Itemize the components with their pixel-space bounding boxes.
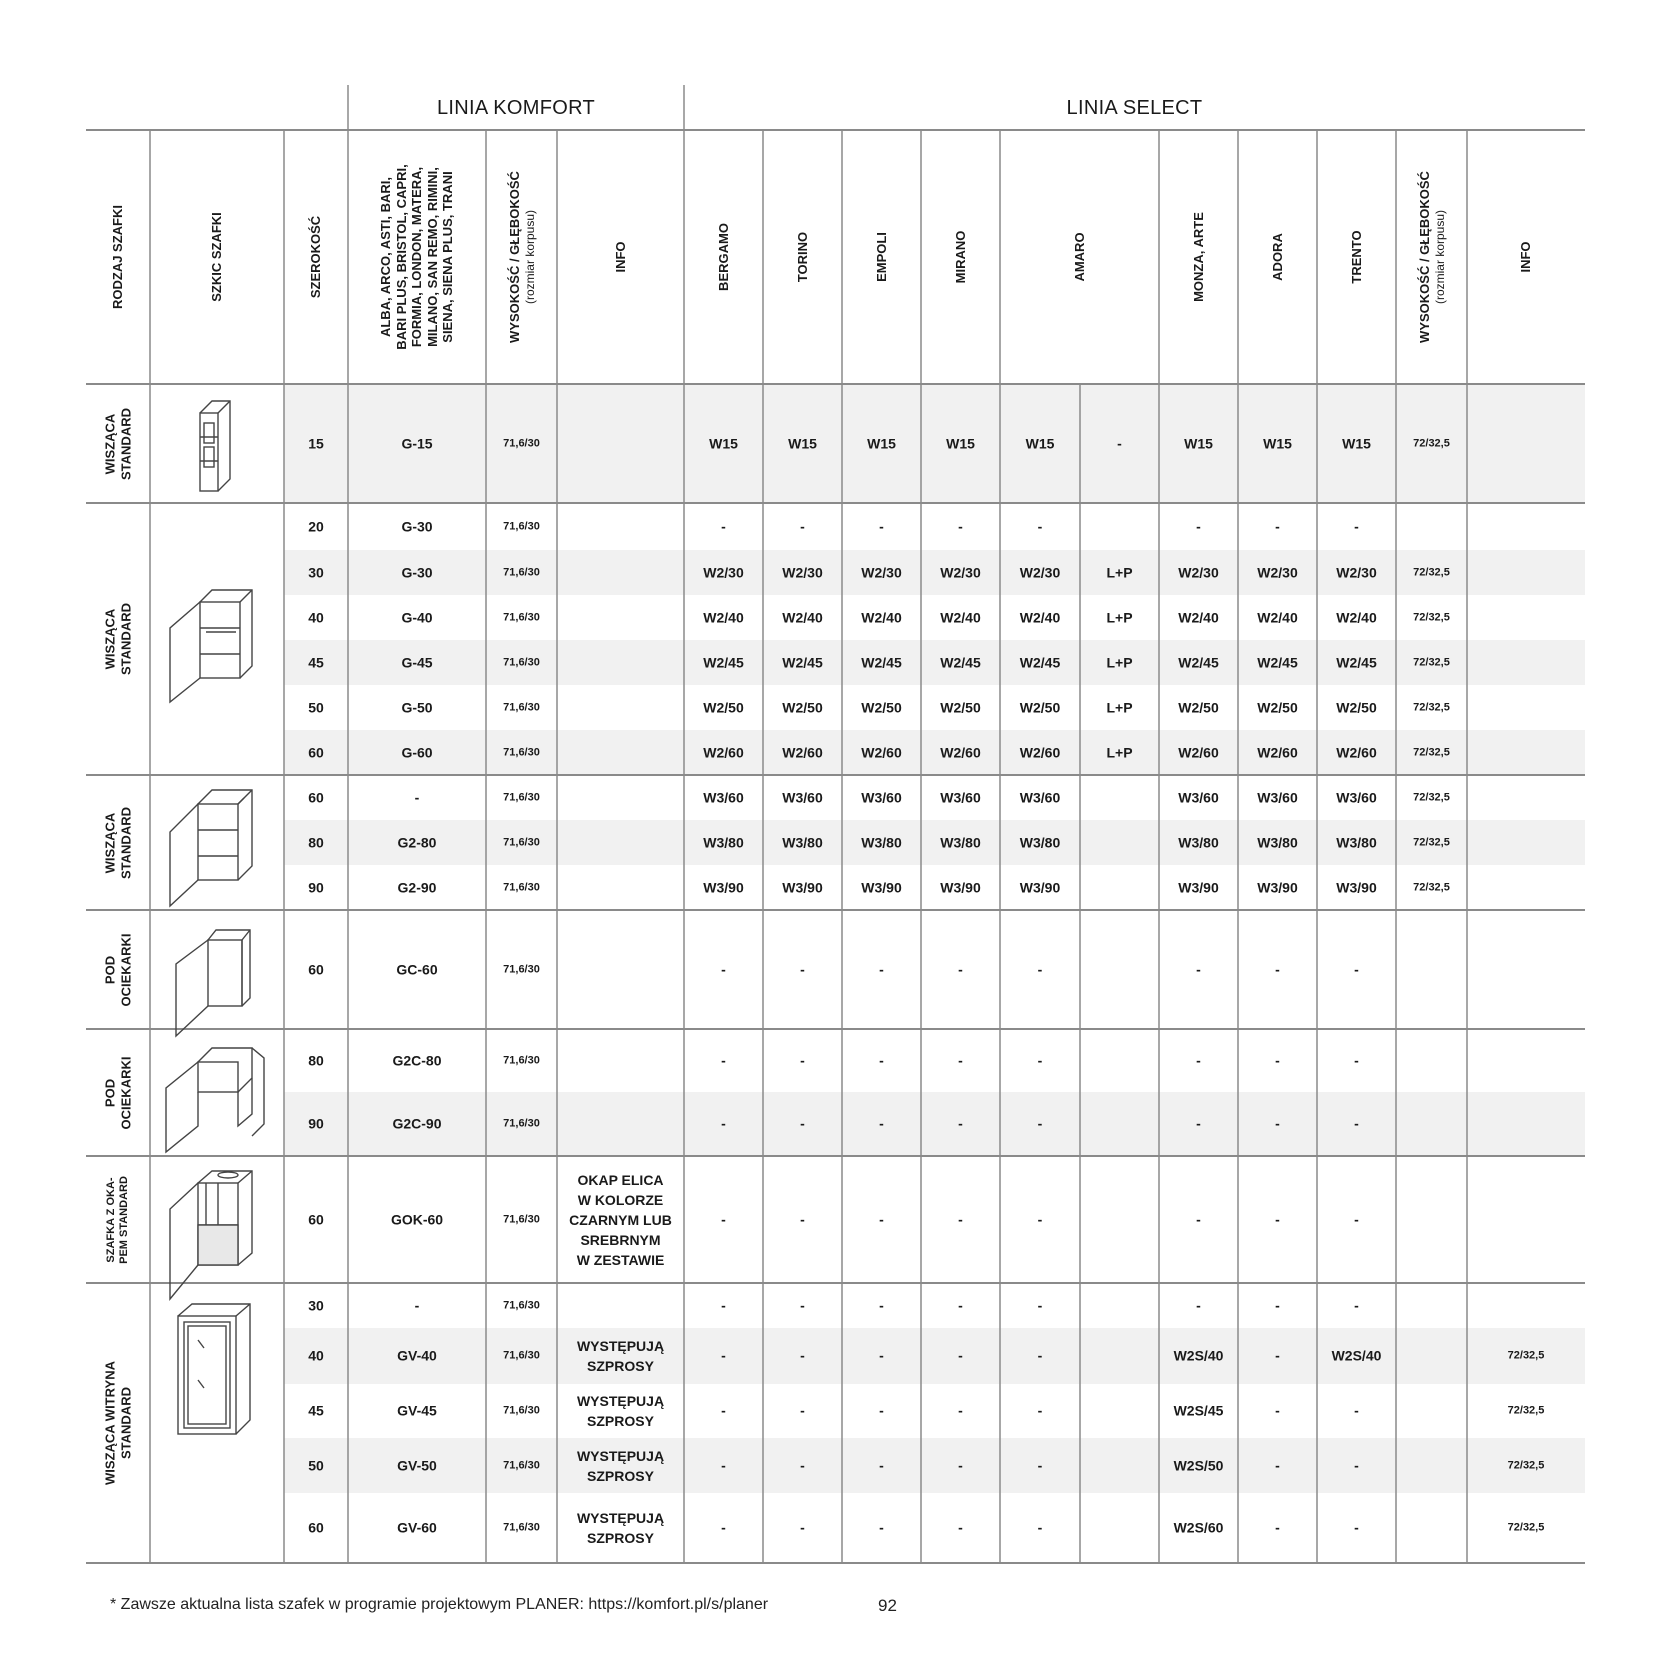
cell-komfort-dims: 71,6/30 — [503, 436, 540, 449]
cell-select-code: W3/60 — [1257, 789, 1298, 806]
cell-select-code: W2S/45 — [1173, 1402, 1224, 1419]
cell-select-code: W2/50 — [782, 699, 823, 716]
cell-select-code: W2/45 — [940, 654, 981, 671]
group-type-label: WISZĄCA WITRYNA STANDARD — [102, 1361, 133, 1485]
cell-komfort-code: GC-60 — [396, 961, 438, 978]
cell-select-code: W3/60 — [1336, 789, 1377, 806]
cell-komfort-dims: 71,6/30 — [503, 1521, 540, 1534]
cell-width: 50 — [308, 1457, 324, 1474]
cell-select-code: W2S/40 — [1331, 1347, 1382, 1364]
cell-select-code: - — [958, 1052, 963, 1069]
cell-width: 60 — [308, 1211, 324, 1228]
cell-select-code: W2/40 — [1178, 609, 1219, 626]
row-band — [284, 1438, 1585, 1493]
cell-select-code: W3/60 — [940, 789, 981, 806]
cell-select-code: - — [1275, 1211, 1280, 1228]
cell-select-info: 72/32,5 — [1507, 1404, 1545, 1417]
header-szerokosc: SZEROKOŚĆ — [308, 215, 324, 299]
cell-komfort-code: GV-45 — [397, 1402, 437, 1419]
cell-komfort-dims: 71,6/30 — [503, 790, 540, 803]
cell-width: 60 — [308, 744, 324, 761]
cell-select-code: W2/50 — [1178, 699, 1219, 716]
cell-select-code: W3/60 — [782, 789, 823, 806]
cell-select-code: W3/60 — [1178, 789, 1219, 806]
cell-select-code: - — [879, 518, 884, 535]
cell-select-code: - — [1354, 518, 1359, 535]
cell-komfort-code: G2-80 — [397, 834, 437, 851]
header-komfort-fronts: ALBA, ARCO, ASTI, BARI, BARI PLUS, BRISTOL, CAPRI, FORMIA, LONDON, MATERA, MILANO, SAN REMO, RIMINI, SIENA, SIENA PLUS, TRANI — [378, 164, 456, 350]
cell-select-dims: 72/32,5 — [1413, 835, 1450, 848]
cell-select-code: W2/45 — [1336, 654, 1377, 671]
cell-select-code: L+P — [1106, 744, 1133, 761]
cell-select-code: W2/45 — [703, 654, 744, 671]
cell-select-code: W2/40 — [1336, 609, 1377, 626]
cell-select-code: - — [721, 961, 726, 978]
cell-select-code: - — [1037, 1115, 1043, 1132]
dish-drainer-single-icon — [176, 930, 250, 1036]
cell-width: 50 — [308, 699, 324, 716]
cell-select-code: W3/60 — [1019, 789, 1061, 806]
cell-select-code: - — [958, 1402, 963, 1419]
cell-select-dims: 72/32,5 — [1413, 610, 1450, 623]
cell-komfort-code: GV-60 — [397, 1519, 437, 1536]
cell-select-code: - — [1196, 518, 1201, 535]
cell-select-code: W3/80 — [703, 834, 744, 851]
cell-select-code: L+P — [1106, 564, 1133, 581]
header-select-dims: WYSOKOŚĆ / GŁĘBOKOŚĆ (rozmiar korpusu) — [1416, 171, 1447, 343]
cell-select-code: - — [1196, 1297, 1201, 1314]
cell-select-code: W3/80 — [861, 834, 902, 851]
cell-select-code: - — [721, 1347, 726, 1364]
cell-komfort-code: - — [414, 789, 420, 806]
cell-select-code: W2/50 — [1257, 699, 1298, 716]
cell-komfort-dims: 71,6/30 — [503, 700, 540, 713]
cell-komfort-code: GV-50 — [397, 1457, 437, 1474]
header-front-torino: TORINO — [794, 231, 810, 283]
cell-komfort-dims: 71,6/30 — [503, 1458, 540, 1471]
cell-select-code: - — [1275, 961, 1280, 978]
cell-select-code: W2/45 — [1019, 654, 1061, 671]
cell-select-code: - — [958, 961, 963, 978]
cell-select-code: W2S/40 — [1173, 1347, 1224, 1364]
cell-select-code: W2/30 — [1019, 564, 1061, 581]
cell-select-code: W3/90 — [1336, 879, 1377, 896]
cell-select-code: - — [1354, 1402, 1359, 1419]
row-band — [284, 820, 1585, 865]
cell-width: 80 — [308, 1052, 324, 1069]
cell-width: 45 — [308, 1402, 324, 1419]
header-front-trento: TRENTO — [1348, 230, 1364, 284]
row-band — [284, 730, 1585, 775]
cell-select-code: W2/30 — [1178, 564, 1219, 581]
cell-select-code: W15 — [1342, 435, 1371, 452]
cell-select-dims: 72/32,5 — [1413, 700, 1450, 713]
cell-komfort-dims: 71,6/30 — [503, 1404, 540, 1417]
cell-select-code: - — [958, 518, 963, 535]
cell-select-dims: 72/32,5 — [1413, 790, 1450, 803]
header-front-empoli: EMPOLI — [873, 232, 889, 282]
cell-select-code: W15 — [1184, 435, 1213, 452]
cell-width: 30 — [308, 564, 324, 581]
cell-select-code: - — [1275, 1297, 1280, 1314]
linia-komfort-header: LINIA KOMFORT — [436, 97, 596, 119]
cell-select-code: - — [721, 1115, 726, 1132]
cell-select-code: - — [721, 518, 726, 535]
row-band — [284, 1092, 1585, 1156]
cell-select-code: W2/50 — [703, 699, 744, 716]
cell-komfort-info: WYSTĘPUJĄ SZPROSY — [576, 1393, 665, 1429]
cell-select-code: W3/90 — [940, 879, 981, 896]
page-number: 92 — [878, 1596, 897, 1615]
cell-select-code: - — [721, 1297, 726, 1314]
cell-width: 90 — [308, 1115, 324, 1132]
cell-select-code: - — [1275, 1519, 1280, 1536]
cell-width: 60 — [308, 789, 324, 806]
cell-komfort-dims: 71,6/30 — [503, 565, 540, 578]
cell-select-code: - — [879, 1297, 884, 1314]
cell-select-code: - — [1275, 1052, 1280, 1069]
header-rodzaj-szafki: RODZAJ SZAFKI — [110, 205, 126, 309]
cell-select-code: W3/80 — [1019, 834, 1061, 851]
cell-komfort-dims: 71,6/30 — [503, 1212, 540, 1225]
cell-select-code: W2/50 — [940, 699, 981, 716]
cell-select-code: W15 — [1025, 435, 1055, 452]
cell-width: 40 — [308, 1347, 324, 1364]
cell-komfort-dims: 71,6/30 — [503, 655, 540, 668]
cell-select-code: W3/90 — [1178, 879, 1219, 896]
cell-select-code: - — [879, 1519, 884, 1536]
cell-select-code: - — [721, 1519, 726, 1536]
cell-select-code: W2/60 — [703, 744, 744, 761]
footer-note: * Zawsze aktualna lista szafek w programie projektowym PLANER: https://komfort.pl/s/planer — [110, 1596, 769, 1613]
cell-select-dims: 72/32,5 — [1413, 745, 1450, 758]
dish-drainer-double-icon — [166, 1048, 264, 1152]
cell-select-code: - — [1037, 1211, 1043, 1228]
group-type-label: WISZĄCA STANDARD — [102, 603, 133, 675]
linia-select-header: LINIA SELECT — [1066, 97, 1203, 119]
cell-select-dims: 72/32,5 — [1413, 655, 1450, 668]
cell-select-code: - — [879, 1211, 884, 1228]
cell-select-code: W2/40 — [861, 609, 902, 626]
cell-select-code: W2/40 — [1257, 609, 1298, 626]
cell-komfort-dims: 71,6/30 — [503, 880, 540, 893]
cell-komfort-dims: 71,6/30 — [503, 1117, 540, 1130]
cell-select-code: W2S/60 — [1173, 1519, 1224, 1536]
cell-select-code: W2/60 — [940, 744, 981, 761]
cell-select-code: L+P — [1106, 699, 1133, 716]
cell-select-code: - — [1354, 1052, 1359, 1069]
group-type-label: POD OCIEKARKI — [102, 1056, 133, 1129]
cell-select-code: - — [879, 1457, 884, 1474]
cell-select-code: - — [1275, 518, 1280, 535]
cell-select-code: - — [800, 518, 805, 535]
cell-select-code: - — [800, 1115, 805, 1132]
cell-komfort-code: GOK-60 — [390, 1211, 444, 1228]
cell-select-code: W2/40 — [703, 609, 744, 626]
cell-select-code: W3/90 — [1019, 879, 1061, 896]
cell-select-info: 72/32,5 — [1507, 1349, 1545, 1362]
cell-select-dims: 72/32,5 — [1413, 565, 1450, 578]
header-front-amaro: AMARO — [1071, 232, 1087, 282]
cell-select-code: - — [1354, 1297, 1359, 1314]
cell-komfort-code: G-30 — [401, 518, 433, 535]
cell-select-code: W15 — [788, 435, 817, 452]
cell-select-code: - — [800, 1297, 805, 1314]
cell-komfort-code: G-40 — [401, 609, 433, 626]
cell-select-code: W2/45 — [861, 654, 902, 671]
cell-select-code: - — [1354, 1519, 1359, 1536]
cell-select-code: - — [1275, 1402, 1280, 1419]
cell-komfort-dims: 71,6/30 — [503, 962, 540, 975]
cell-komfort-dims: 71,6/30 — [503, 1349, 540, 1362]
cell-select-code: W3/80 — [1178, 834, 1219, 851]
cell-komfort-code: G2C-90 — [392, 1115, 442, 1132]
cell-select-code: W2/30 — [861, 564, 902, 581]
cell-select-code: W3/80 — [1336, 834, 1377, 851]
cell-select-code: - — [958, 1519, 963, 1536]
cell-width: 15 — [308, 435, 324, 452]
cell-select-code: - — [879, 1052, 884, 1069]
cell-komfort-code: G-45 — [401, 654, 433, 671]
cell-select-code: W2/60 — [1178, 744, 1219, 761]
cell-width: 30 — [308, 1297, 324, 1314]
cell-select-code: - — [1037, 1457, 1043, 1474]
cell-select-code: W2/45 — [1178, 654, 1219, 671]
cell-select-code: W3/90 — [861, 879, 902, 896]
cell-komfort-code: G-50 — [401, 699, 433, 716]
cell-komfort-dims: 71,6/30 — [503, 519, 540, 532]
header-front-bergamo: BERGAMO — [715, 223, 731, 291]
cell-komfort-dims: 71,6/30 — [503, 835, 540, 848]
header-front-monza-arte: MONZA, ARTE — [1190, 212, 1206, 302]
cell-select-dims: 72/32,5 — [1413, 880, 1450, 893]
cell-komfort-dims: 71,6/30 — [503, 1053, 540, 1066]
header-szkic-szafki: SZKIC SZAFKI — [209, 212, 225, 302]
group-type-label: POD OCIEKARKI — [102, 933, 133, 1006]
row-band — [284, 1328, 1585, 1384]
header-komfort-info: INFO — [612, 241, 628, 273]
row-band — [284, 384, 1585, 503]
cell-komfort-info: OKAP ELICA W KOLORZE CZARNYM LUB SREBRNYM W ZESTAWIE — [569, 1171, 672, 1268]
hood-cabinet-icon — [170, 1171, 252, 1299]
cell-select-code: - — [958, 1115, 963, 1132]
cell-select-code: W2/60 — [1257, 744, 1298, 761]
cell-select-code: - — [1275, 1115, 1280, 1132]
header-front-adora: ADORA — [1269, 233, 1285, 281]
cell-select-code: - — [721, 1052, 726, 1069]
cell-select-code: W2/30 — [703, 564, 744, 581]
cell-width: 80 — [308, 834, 324, 851]
cell-select-code: - — [958, 1297, 963, 1314]
cell-select-code: - — [1196, 1052, 1201, 1069]
cell-select-code: - — [1037, 961, 1043, 978]
cell-select-code: W3/80 — [1257, 834, 1298, 851]
cell-select-code: - — [1196, 1211, 1201, 1228]
cell-select-code: W2/60 — [1019, 744, 1061, 761]
header-komfort-dims: WYSOKOŚĆ / GŁĘBOKOŚĆ (rozmiar korpusu) — [506, 171, 537, 343]
cell-komfort-info: WYSTĘPUJĄ SZPROSY — [576, 1338, 665, 1374]
cell-select-code: - — [1037, 1052, 1043, 1069]
cell-select-code: W2/60 — [861, 744, 902, 761]
cell-select-code: W15 — [1263, 435, 1292, 452]
cell-select-code: W2/30 — [1257, 564, 1298, 581]
cell-select-code: - — [1196, 961, 1201, 978]
glass-cabinet-icon — [178, 1304, 250, 1434]
cell-select-code: W3/80 — [782, 834, 823, 851]
group-type-label: WISZĄCA STANDARD — [102, 407, 133, 480]
cell-komfort-dims: 71,6/30 — [503, 1298, 540, 1311]
cell-select-code: - — [800, 1457, 805, 1474]
cell-select-code: L+P — [1106, 609, 1133, 626]
cell-select-code: - — [1354, 1115, 1359, 1132]
cabinet-double-door-icon — [170, 790, 252, 906]
cell-select-code: - — [879, 1115, 884, 1132]
group-type-label: SZAFKA Z OKA- PEM STANDARD — [104, 1175, 130, 1264]
header-front-mirano: MIRANO — [952, 230, 968, 284]
cell-select-code: - — [1037, 518, 1043, 535]
cell-select-code: W15 — [867, 435, 896, 452]
cell-select-code: - — [879, 1402, 884, 1419]
cell-select-code: W15 — [946, 435, 975, 452]
cell-select-code: - — [1354, 1457, 1359, 1474]
cell-select-code: - — [1196, 1115, 1201, 1132]
cell-komfort-code: G2C-80 — [392, 1052, 442, 1069]
cell-komfort-code: GV-40 — [397, 1347, 437, 1364]
cell-select-info: 72/32,5 — [1507, 1521, 1545, 1534]
cell-komfort-info: WYSTĘPUJĄ SZPROSY — [576, 1447, 665, 1484]
cell-select-code: W3/90 — [703, 879, 744, 896]
cell-select-code: - — [1354, 961, 1359, 978]
cell-select-code: - — [958, 1457, 963, 1474]
cell-select-code: - — [1275, 1347, 1280, 1364]
cell-select-code: W2/60 — [782, 744, 823, 761]
cell-select-code: W3/60 — [703, 789, 744, 806]
cell-select-code: L+P — [1106, 654, 1133, 671]
cell-select-code: W3/80 — [940, 834, 981, 851]
cell-width: 45 — [308, 654, 324, 671]
cell-select-code: W2/40 — [782, 609, 823, 626]
cell-select-dims: 72/32,5 — [1413, 436, 1450, 449]
cell-select-code: - — [721, 1457, 726, 1474]
cell-select-code: - — [958, 1211, 963, 1228]
cell-select-code: W3/60 — [861, 789, 902, 806]
cabinet-single-door-icon — [170, 590, 252, 702]
group-type-label: WISZĄCA STANDARD — [102, 806, 133, 879]
cell-select-code: - — [1037, 1347, 1043, 1364]
cell-select-code: W2/45 — [782, 654, 823, 671]
cell-select-code: W2/30 — [1336, 564, 1377, 581]
cell-komfort-info: WYSTĘPUJĄ SZPROSY — [576, 1510, 665, 1546]
cell-select-code: - — [800, 1211, 805, 1228]
cell-select-code: W2/40 — [940, 609, 981, 626]
cell-select-code: - — [800, 961, 805, 978]
cell-select-code: - — [1117, 435, 1122, 452]
cell-select-code: - — [800, 1402, 805, 1419]
cell-select-code: - — [721, 1402, 726, 1419]
cell-komfort-code: G-60 — [401, 744, 433, 761]
cell-komfort-code: G-15 — [401, 435, 433, 452]
cell-komfort-code: - — [414, 1297, 420, 1314]
cell-select-code: W2/30 — [940, 564, 981, 581]
cell-komfort-dims: 71,6/30 — [503, 745, 540, 758]
cell-width: 20 — [308, 518, 324, 535]
cell-select-code: W2/30 — [782, 564, 823, 581]
cell-select-code: W2S/50 — [1173, 1457, 1224, 1474]
cell-select-code: - — [1037, 1297, 1043, 1314]
cell-select-code: W2/50 — [1019, 699, 1061, 716]
cabinet-narrow-icon — [200, 401, 230, 491]
cell-select-code: W2/50 — [861, 699, 902, 716]
cell-width: 60 — [308, 1519, 324, 1536]
cell-select-code: - — [1037, 1402, 1043, 1419]
cell-select-code: - — [800, 1519, 805, 1536]
row-band — [284, 640, 1585, 685]
cell-width: 90 — [308, 879, 324, 896]
header-select-info: INFO — [1518, 241, 1534, 273]
cell-select-code: W15 — [709, 435, 738, 452]
cell-select-code: W3/90 — [782, 879, 823, 896]
cell-select-code: - — [800, 1347, 805, 1364]
cell-select-code: W2/50 — [1336, 699, 1377, 716]
cell-select-code: - — [879, 1347, 884, 1364]
cell-select-code: - — [958, 1347, 963, 1364]
cell-select-info: 72/32,5 — [1507, 1458, 1545, 1471]
cell-select-code: W3/90 — [1257, 879, 1298, 896]
cell-select-code: - — [1354, 1211, 1359, 1228]
cell-komfort-code: G-30 — [401, 564, 433, 581]
cell-select-code: - — [1037, 1519, 1043, 1536]
cell-select-code: - — [1275, 1457, 1280, 1474]
cell-select-code: - — [800, 1052, 805, 1069]
cell-select-code: - — [879, 961, 884, 978]
row-band — [284, 550, 1585, 595]
cell-select-code: W2/40 — [1019, 609, 1061, 626]
cell-komfort-code: G2-90 — [397, 879, 437, 896]
cell-width: 60 — [308, 961, 324, 978]
cell-komfort-dims: 71,6/30 — [503, 610, 540, 623]
cell-select-code: W2/60 — [1336, 744, 1377, 761]
cell-select-code: - — [721, 1211, 726, 1228]
cell-select-code: W2/45 — [1257, 654, 1298, 671]
cell-width: 40 — [308, 609, 324, 626]
